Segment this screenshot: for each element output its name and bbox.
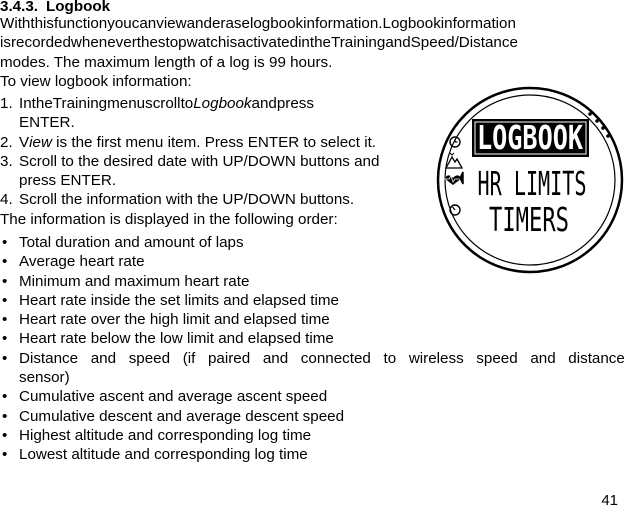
word: logbook [249,15,304,32]
word: Distance [19,349,79,367]
list-item-text-line-1 [19,349,625,368]
word: and [90,349,117,367]
bullet-dot: • [2,349,8,367]
step-2 [0,133,423,152]
bullet-dot: • [2,426,8,444]
list-item-text: Lowest altitude and corresponding log time [19,446,308,464]
word: Speed/Distance [410,34,518,52]
word: With [0,15,31,32]
menu-item-hr-limits: HR LIMITS [477,164,587,203]
word: is [226,34,238,52]
step-2-post: is the first menu item. Press ENTER to select it. [51,133,377,151]
word: and [262,349,289,367]
list-item [0,310,625,329]
list-item-text: Average heart rate [19,253,145,271]
list-item [0,291,625,310]
step-number: 2. [0,133,13,151]
heart-rate-icon [444,175,461,185]
list-item [0,329,625,348]
word: you [107,15,132,32]
step-number: 4. [0,191,13,209]
list-item-text: Minimum and maximum heart rate [19,272,250,290]
word: Logbook [382,15,441,32]
word: information [440,15,516,32]
word: In [19,95,32,112]
bullet-dot: • [2,446,8,464]
word: activated [237,34,299,52]
step-3 [0,152,423,191]
step-4-line-1: Scroll the information with the UP/DOWN buttons. [19,191,355,209]
word: information. [303,15,383,32]
list-item-wide [0,349,625,388]
word: to [180,95,194,112]
list-item-text-line-2: sensor) [19,369,70,387]
word: Logbook [193,95,252,112]
view-heading: To view logbook information: [0,73,192,90]
word: view [156,15,187,32]
menu-item-timers: TIMERS [489,200,569,239]
word: and [530,349,556,367]
word: wireless [408,349,464,367]
menu-item-logbook: LOGBOOK [477,118,584,157]
stopwatch-icon [450,137,460,147]
list-item [0,407,625,426]
word: whenever [70,34,137,52]
step-1 [0,94,423,133]
section-number: 3.4.3. [0,0,38,15]
step-4 [0,190,423,209]
word: stopwatch [157,34,227,52]
selection-indicator-icon [460,172,463,184]
word: the [136,34,158,52]
word: speed [128,349,171,367]
bezel-dots [588,112,610,138]
step-2-text [19,133,423,152]
timer-icon [450,205,460,215]
word: press [276,95,314,112]
word: connected [300,349,371,367]
word: menu [107,95,146,112]
bullet-dot: • [2,291,8,309]
word: and [186,15,212,32]
step-1-line-2: ENTER. [19,114,75,132]
intro-paragraph [0,14,625,72]
intro-line-2 [0,33,625,52]
step-3-line-2: press ENTER. [19,172,117,190]
list-item-text: Cumulative ascent and average ascent speed [19,388,328,406]
step-number: 3. [0,152,13,170]
word: speed [476,349,518,367]
word: Training [331,34,386,52]
word: scroll [145,95,181,112]
list-item-text: Cumulative descent and average descent speed [19,407,345,425]
order-heading: The information is displayed in the following order: [0,211,338,228]
list-item-text: Heart rate below the low limit and elapsed time [19,330,334,348]
word: paired [207,349,251,367]
bullet-dot: • [2,234,8,251]
bullet-dot: • [2,311,8,329]
step-number: 1. [0,95,13,112]
word: the [31,95,53,112]
list-item-text: Total duration and amount of laps [19,234,244,251]
word: function [54,15,108,32]
step-3-line-1: Scroll to the desired date with UP/DOWN buttons and [19,152,380,170]
word: and [251,95,277,112]
bullet-dot: • [2,330,8,348]
step-2-pre: V [19,133,30,151]
intro-line-3: modes. The maximum length of a log is 99 hours. [0,53,333,71]
list-item-text: Heart rate over the high limit and elapsed time [19,311,330,329]
word: distance [568,349,625,367]
word: can [131,15,157,32]
word: is [0,34,11,52]
list-item [0,445,625,464]
word: this [30,15,55,32]
bullet-dot: • [2,253,8,271]
word: erase [211,15,250,32]
page-number: 41 [601,491,618,509]
step-2-italic: iew [29,133,52,151]
word: (if [182,349,196,367]
word: recorded [10,34,71,52]
step-1-line-1 [19,94,423,113]
list-item [0,387,625,406]
word: the [309,34,332,52]
word: in [298,34,310,52]
word: and [385,34,411,52]
section-title: Logbook [46,0,111,15]
bullet-dot: • [2,272,8,290]
bullet-dot: • [2,388,8,406]
steps-list [0,94,423,210]
list-item [0,426,625,445]
word: to [383,349,397,367]
watch-display-illustration [434,84,625,275]
word: Training [52,95,108,112]
list-item-text: Heart rate inside the set limits and elapsed time [19,291,339,309]
bullet-dot: • [2,407,8,425]
list-item-text: Highest altitude and corresponding log time [19,426,312,444]
intro-line-1 [0,14,625,33]
